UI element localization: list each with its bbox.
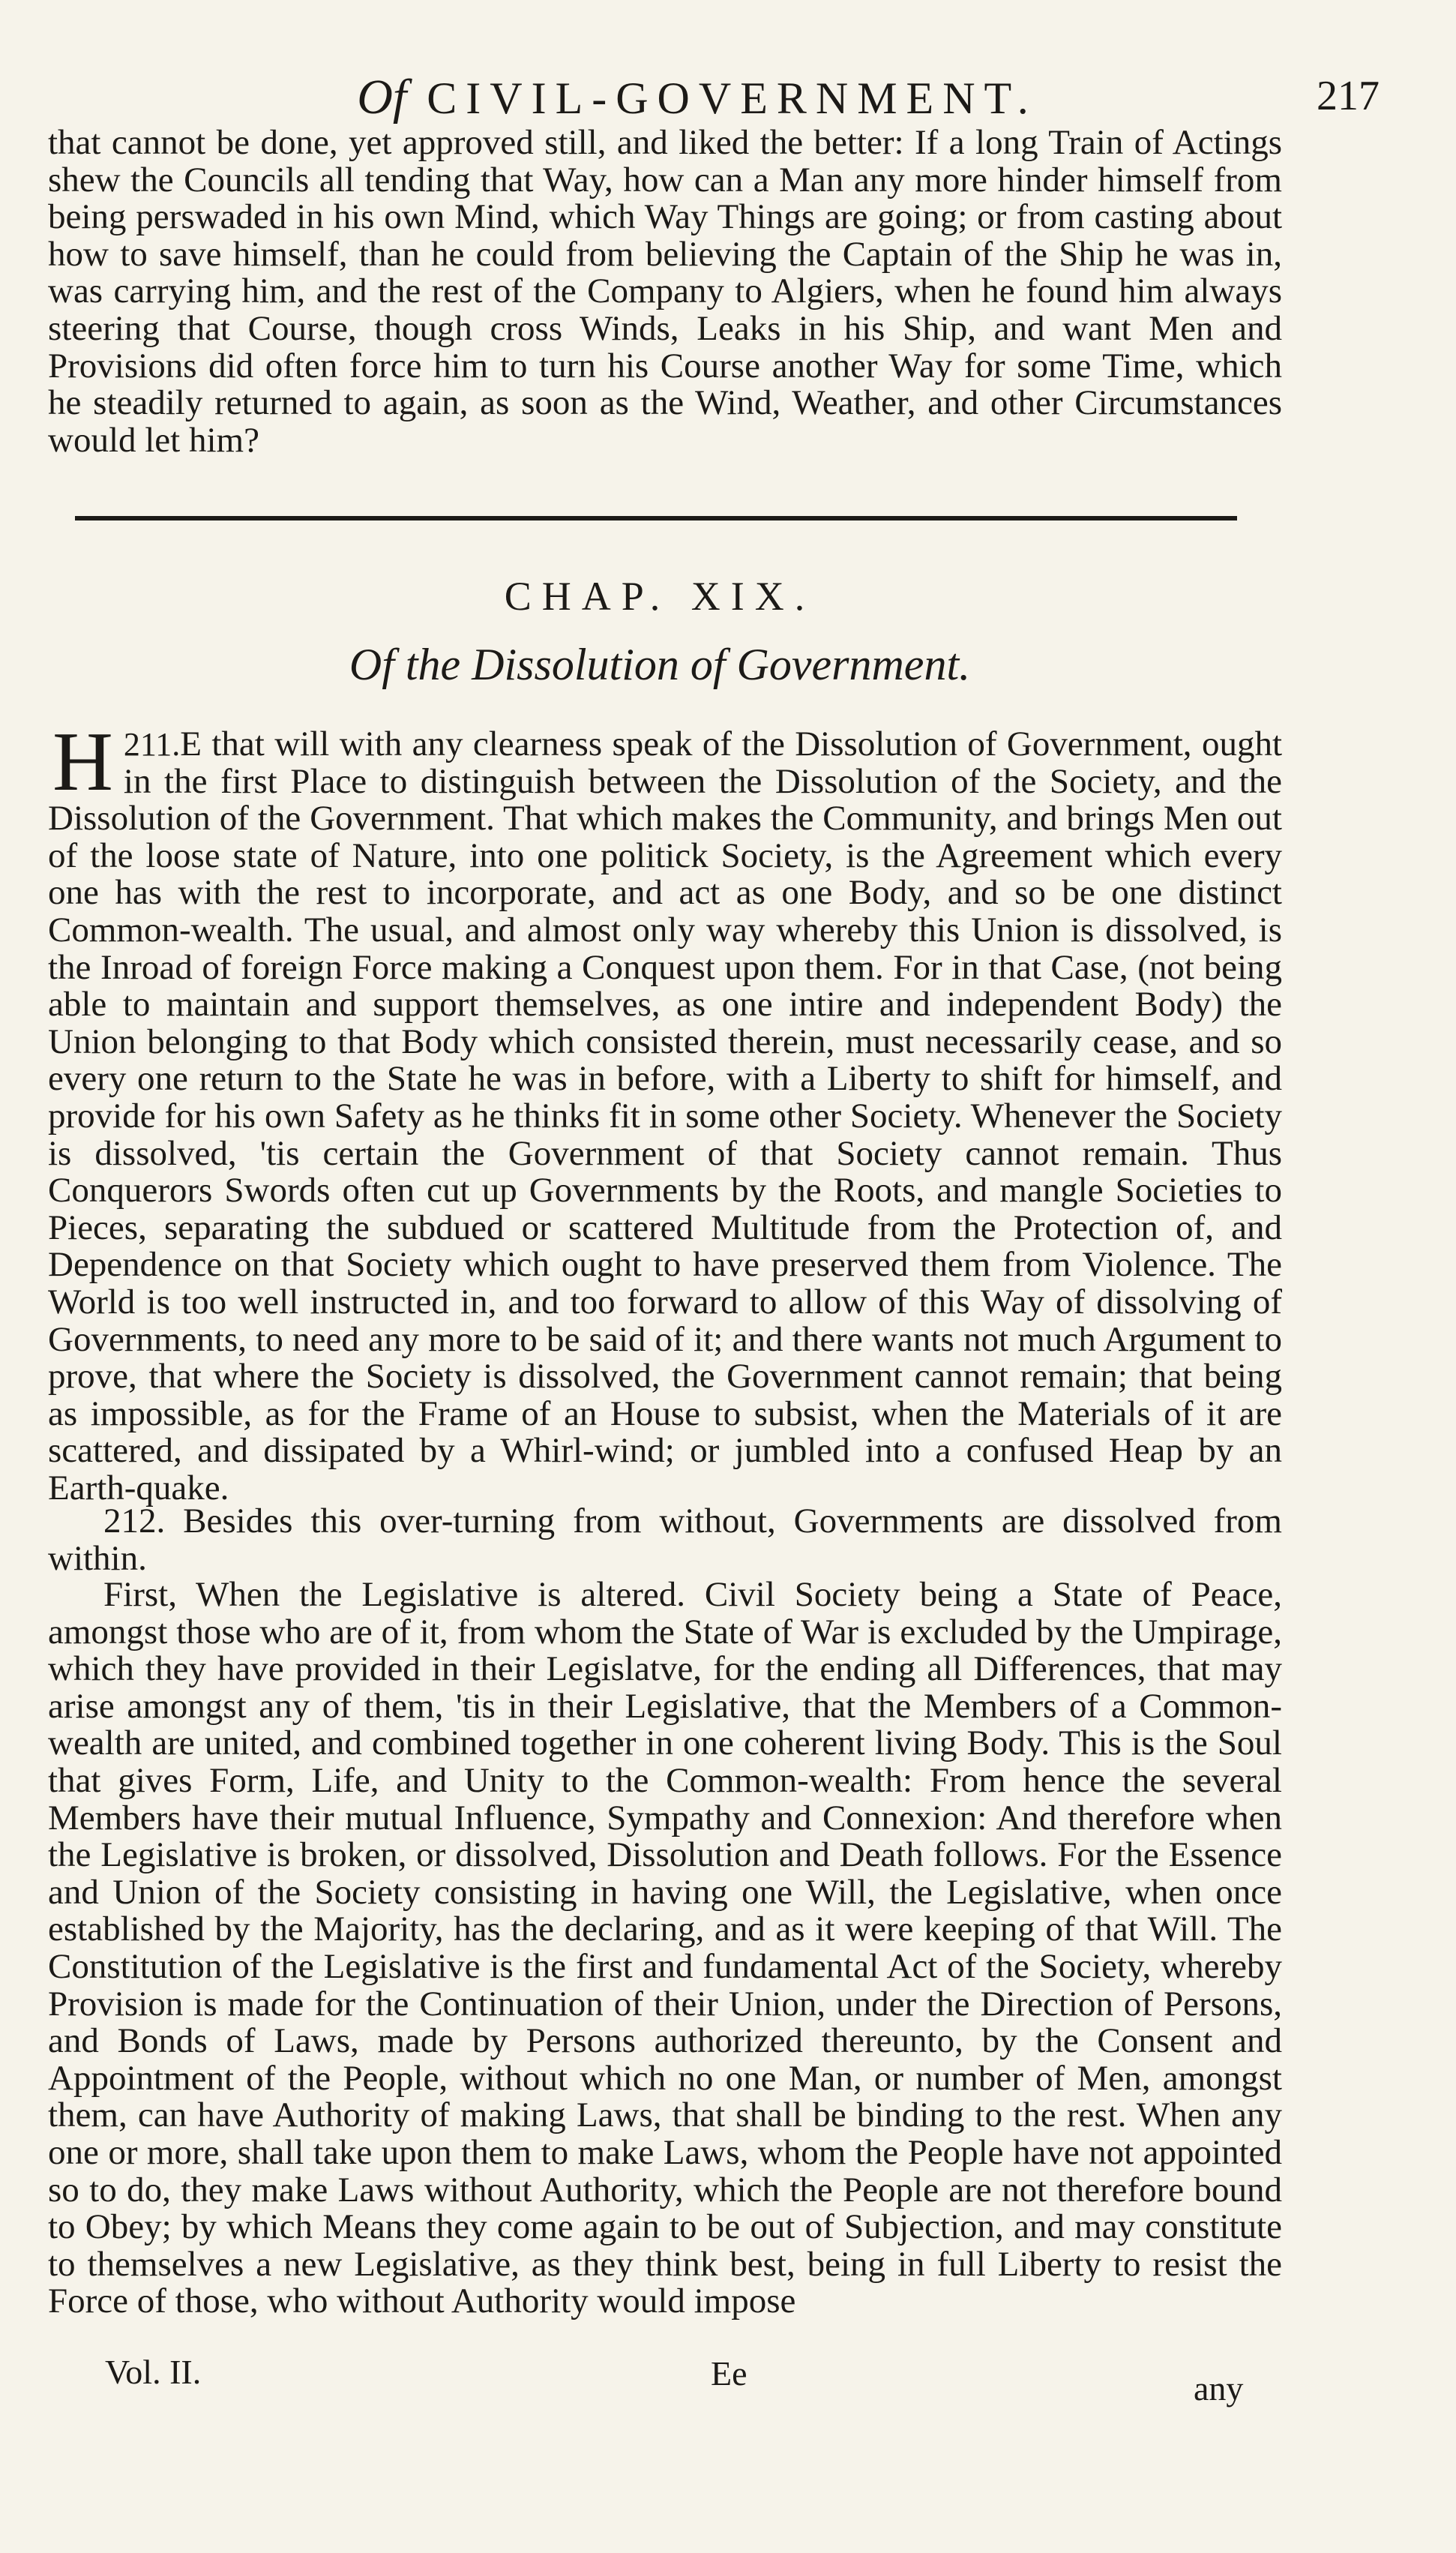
footer-catchword: any <box>1194 2369 1244 2408</box>
footer-volume: Vol. II. <box>105 2353 202 2391</box>
chapter-title: CHAP. XIX. <box>504 574 816 619</box>
section-212 <box>48 1503 1282 1577</box>
section-211-paragraph <box>48 716 1282 1508</box>
continued-paragraph <box>48 124 1282 459</box>
running-head <box>285 69 1110 126</box>
first-paragraph <box>48 1576 1282 2320</box>
first-paragraph-text: First, When the Legislative is altered. Civil Society being a State of Peace, amongst those who are of it, from whom the State of War is excluded by the Umpirage, which they have provided in their Legislatve, for the ending all Differences, that may arise amongst any of them, 'tis in their Legislative, that the Members of a Common-wealth are united, and combined together in one coherent living Body. This is the Soul that gives Form, Life, and Unity to the Common-wealth: From hence the several Members have their mutual Influence, Sympathy and Connexion: And therefore when the Legislative is broken, or dissolved, Dissolution and Death follows. For the Essence and Union of the Society consisting in having one Will, the Legislative, when once established by the Majority, has the declaring, and as it were keeping of that Will. The Constitution of the Legislative is the first and fundamental Act of the Society, whereby Provision is made for the Continuation of their Union, under the Direction of Persons, and Bonds of Laws, made by Persons authorized thereunto, by the Consent and Appointment of the People, without which no one Man, or number of Men, amongst them, can have Authority of making Laws, that shall be binding to the rest. When any one or more, shall take upon them to make Laws, whom the People have not appointed so to do, they make Laws without Authority, which the People are not therefore bound to Obey; by which Means they come again to be out of Subjection, and may constitute to themselves a new Legislative, as they think best, being in full Liberty to resist the Force of those, who without Authority would impose <box>48 1575 1282 2321</box>
page-number: 217 <box>1317 73 1380 119</box>
section-divider-rule <box>75 516 1237 520</box>
running-title-prefix: Of <box>357 70 407 124</box>
continued-text: that cannot be done, yet approved still, and liked the better: If a long Train of Actings shew the Councils all tending that Way, how can a Man any more hinder himself from being perswaded in his own Mind, which Way Things are going; or from casting about how to save himself, than he could from believing the Captain of the Ship he was in, was carrying him, and the rest of the Company to Algiers, when he found him always steering that Course, though cross Winds, Leaks in his Ship, and want Men and Provisions did often force him to turn his Course another Way for some Time, which he steadily returned to again, as soon as the Wind, Weather, and other Circumstances would let him? <box>48 123 1282 460</box>
running-title: CIVIL-GOVERNMENT. <box>427 74 1038 123</box>
section-211-text: E that will with any clearness speak of the Dissolution of Government, ought in the first Place to distinguish between the Dissolution of the Society, and the Dissolution of the Government. That which makes the Community, and brings Men out of the loose state of Nature, into one politick Society, is the Agreement which every one has with the rest to incorporate, and act as one Body, and so be one distinct Common-wealth. The usual, and almost only way whereby this Union is dissolved, is the Inroad of foreign Force making a Conquest upon them. For in that Case, (not being able to maintain and support themselves, as one intire and independent Body) the Union belonging to that Body which consisted therein, must necessarily cease, and so every one return to the State he was in before, with a Liberty to shift for himself, and provide for his own Safety as he thinks fit in some other Society. Whenever the Society is dissolved, 'tis certain the Government of that Society cannot remain. Thus Conquerors Swords often cut up Governments by the Roots, and mangle Societies to Pieces, separating the subdued or scattered Multitude from the Protection of, and Dependence on that Society which ought to have preserved them from Violence. The World is too well instructed in, and too forward to allow of this Way of dissolving of Governments, to need any more to be said of it; and there wants not much Argument to prove, that where the Society is dissolved, the Government cannot remain; that being as impossible, as for the Frame of an House to subsist, when the Materials of it are scattered, and dissipated by a Whirl-wind; or jumbled into a confused Heap by an Earth-quake. <box>48 724 1282 1508</box>
drop-cap: H <box>52 716 113 808</box>
section-212-text: 212. Besides this over-turning from without, Governments are dissolved from within. <box>48 1502 1282 1578</box>
section-number: 211. <box>123 726 181 763</box>
chapter-subtitle: Of the Dissolution of Government. <box>349 640 971 689</box>
section-211 <box>48 716 1282 1508</box>
footer-signature-mark: Ee <box>711 2354 747 2392</box>
